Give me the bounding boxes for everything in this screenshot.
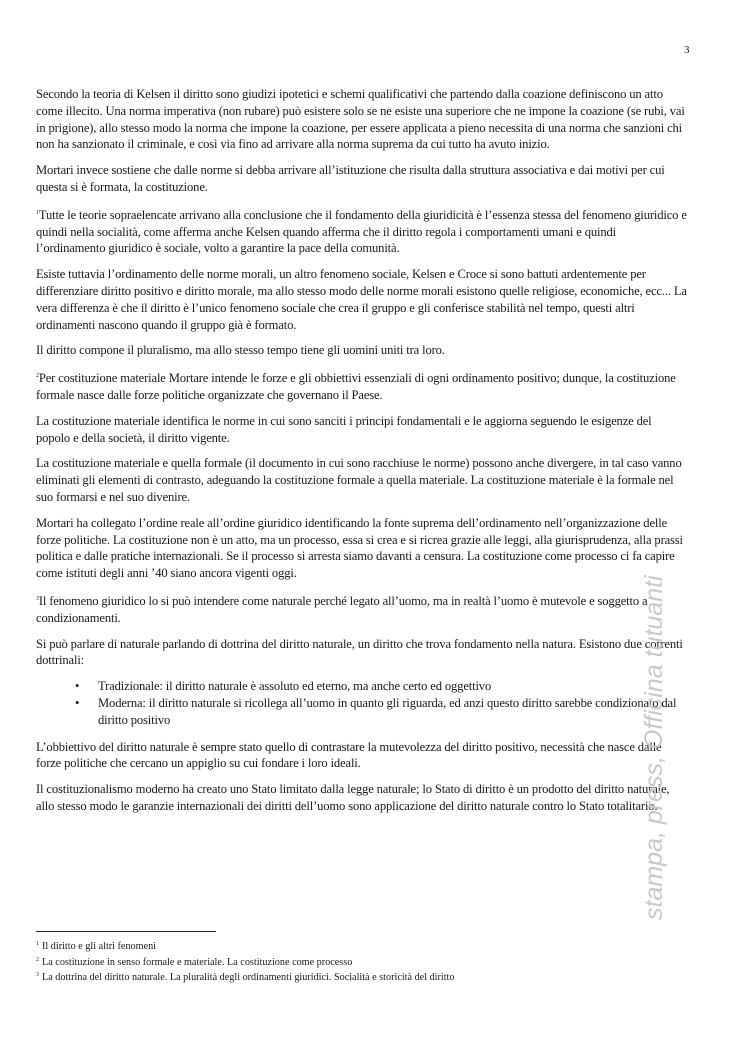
paragraph-text: Mortari invece sostiene che dalle norme si debba arrivare all’istituzione che risulta dalla struttura associativa e dai motivi per cui questa si è formata, la costituzione. xyxy=(36,163,665,194)
footnote-marker: 3 xyxy=(36,595,39,602)
paragraph xyxy=(36,86,688,153)
list-item xyxy=(75,678,688,695)
paragraph xyxy=(36,266,688,333)
footnote xyxy=(36,969,676,985)
paragraph xyxy=(36,205,688,257)
paragraph-text: Il diritto compone il pluralismo, ma allo stesso tempo tiene gli uomini uniti tra loro. xyxy=(36,343,445,358)
bullet-icon: • xyxy=(75,695,80,710)
paragraph-text: Il costituzionalismo moderno ha creato uno Stato limitato dalla legge naturale; lo Stato di diritto è un prodotto del diritto naturale, allo stesso modo le garanzie internazionali dei diritti dell’uomo sono applicazione del diritto naturale contro lo Stato totalitario. xyxy=(36,782,670,813)
paragraph-text: Esiste tuttavia l’ordinamento delle norme morali, un altro fenomeno sociale, Kelsen e Croce si sono battuti ardentemente per differenziare diritto positivo e diritto morale, ma allo stesso modo delle norme morali esistono quelle religiose, economiche, ecc... La vera differenza è che il diritto è l’unico fenomeno sociale che crea il gruppo e gli conferisce stabilità nel tempo, questi altri ordinamenti nascono quando il gruppo già è formato. xyxy=(36,267,687,332)
footnote-number: 3 xyxy=(36,972,39,978)
paragraph-text: L’obbiettivo del diritto naturale è sempre stato quello di contrastare la mutevolezza del diritto positivo, necessità che nasce dalle forze politiche che cercano un appiglio su cui fondare i loro ideali. xyxy=(36,739,662,771)
paragraph xyxy=(36,413,688,447)
footnote-marker: 1 xyxy=(36,209,39,216)
paragraph-text: Per costituzione materiale Mortare intende le forze e gli obbiettivi essenziali di ogni ordinamento positivo; dunque, la costituzione formale nasce dalle forze politiche organizzate che governano il Paese. xyxy=(36,371,676,402)
paragraph xyxy=(36,636,688,670)
footnote xyxy=(36,938,676,954)
paragraph-text: Si può parlare di naturale parlando di dottrina del diritto naturale, un diritto che trova fondamento nella natura. Esistono due correnti dottrinali: xyxy=(36,636,683,668)
paragraph xyxy=(36,781,688,815)
paragraph xyxy=(36,591,688,627)
footnote-text: Il diritto e gli altri fenomeni xyxy=(42,941,157,952)
document-body xyxy=(36,86,688,824)
footnote-number: 2 xyxy=(36,956,39,963)
page-number: 3 xyxy=(684,44,690,56)
paragraph-text: La costituzione materiale identifica le norme in cui sono sanciti i principi fondamentali e le aggiorna seguendo le esigenze del popolo e della società, il diritto vigente. xyxy=(36,413,652,445)
list-item-text: Moderna: il diritto naturale si ricollega all’uomo in quanto gli riguarda, ed anzi questo diritto sarebbe condizionato dal diritto positivo xyxy=(98,695,677,727)
paragraph xyxy=(36,342,688,359)
paragraph-text: La costituzione materiale e quella formale (il documento in cui sono racchiuse le norme) possono anche divergere, in tal caso vanno eliminati gli elementi di contrasto, adeguando la costituzione formale a quella materiale. La costituzione materiale è la formale nel suo formarsi e nel suo divenire. xyxy=(36,456,682,504)
paragraph xyxy=(36,368,688,404)
footnote-text: La dottrina del diritto naturale. La pluralità degli ordinamenti giuridici. Socialità e storicità del diritto xyxy=(42,972,455,983)
footnote-divider xyxy=(36,931,216,932)
paragraph-text: Tutte le teorie sopraelencate arrivano alla conclusione che il fondamento della giuridicità è l’essenza stessa del fenomeno giuridico e quindi nella socialità, come afferma anche Kelsen quando afferma che il diritto regola i comportamenti umani e quindi l’ordinamento giuridico è sociale, volto a garantire la pace della comunità. xyxy=(36,207,687,256)
bullet-list xyxy=(36,678,688,728)
paragraph xyxy=(36,162,688,196)
footnotes xyxy=(36,938,676,985)
paragraph xyxy=(36,515,688,582)
paragraph-text: Il fenomeno giuridico lo si può intendere come naturale perché legato all’uomo, ma in realtà l’uomo è mutevole e soggetto a condizionamenti. xyxy=(36,593,648,625)
bullet-icon: • xyxy=(75,679,80,694)
watermark: stampa, press, Officina tutuanti xyxy=(640,575,668,920)
footnote xyxy=(36,954,676,970)
paragraph xyxy=(36,455,688,505)
paragraph-text: Secondo la teoria di Kelsen il diritto sono giudizi ipotetici e schemi qualificativi che partendo dalla coazione definiscono un atto come illecito. Una norma imperativa (non rubare) può esistere solo se ne esiste una superiore che ne impone la coazione (se rubi, vai in prigione), allo stesso modo la norma che impone la coazione, per essere applicata a pieno necessita di una norma che sanzioni chi non ha sanzionato il criminale, e così via fino ad arrivare alla norma suprema da cui tutto ha avuto inizio. xyxy=(36,87,685,152)
list-item-text: Tradizionale: il diritto naturale è assoluto ed eterno, ma anche certo ed oggettivo xyxy=(98,679,492,694)
paragraph xyxy=(36,739,688,773)
list-item xyxy=(75,695,688,729)
footnote-number: 1 xyxy=(36,941,39,947)
paragraph-text: Mortari ha collegato l’ordine reale all’ordine giuridico identificando la fonte suprema dell’ordinamento nell’organizzazione delle forze politiche. La costituzione non è un atto, ma un processo, essa si crea e si ricrea grazie alle leggi, alla giurisprudenza, alla prassi politica e dalle pratiche internazionali. Se il processo si arresta siamo davanti a censura. La costituzione come processo ci fa capire come istituti degli anni ’40 siano ancora vigenti oggi. xyxy=(36,515,683,581)
footnote-marker: 2 xyxy=(36,373,39,380)
footnote-text: La costituzione in senso formale e materiale. La costituzione come processo xyxy=(42,956,353,968)
